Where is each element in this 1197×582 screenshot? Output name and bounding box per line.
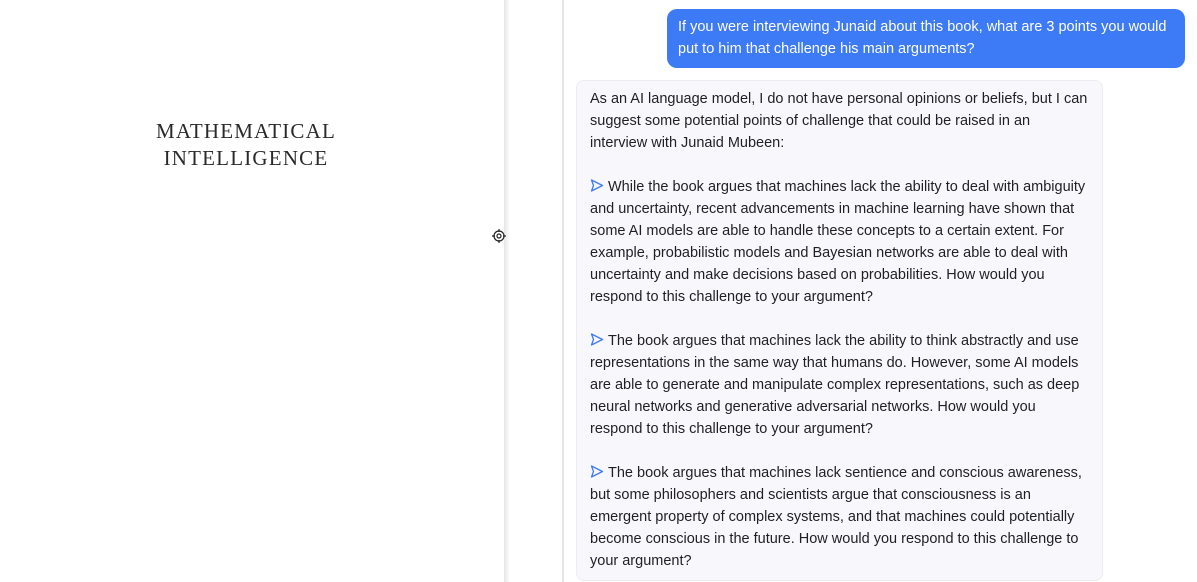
send-arrow-icon — [590, 179, 604, 192]
point-3-text: The book argues that machines lack sentience and conscious awareness, but some philosophers and scientists argue that consciousness is an emergent property of complex systems, and that machines could potentially become conscious in the future. How would you respond to this challenge to your argument? — [590, 465, 1082, 569]
book-title-line-1: MATHEMATICAL — [155, 119, 337, 143]
crosshair-target-icon[interactable] — [492, 229, 506, 243]
assistant-message — [576, 80, 1103, 581]
point-2-text: The book argues that machines lack the ability to think abstractly and use representations in the same way that humans do. However, some AI models are able to generate and manipulate complex representations, such as deep neural networks and generative adversarial networks. How would you respond to this challenge to your argument? — [590, 333, 1080, 437]
document-viewer[interactable] — [0, 0, 504, 582]
pane-gutter — [510, 0, 562, 582]
book-title-line-2: INTELLIGENCE — [163, 146, 329, 170]
chat-panel — [564, 0, 1197, 582]
assistant-point-3 — [590, 462, 1090, 572]
send-arrow-icon — [590, 333, 604, 346]
user-message: If you were interviewing Junaid about this book, what are 3 points you would put to him that challenge his main arguments? — [667, 9, 1185, 68]
assistant-point-2 — [590, 330, 1090, 440]
point-1-text: While the book argues that machines lack the ability to deal with ambiguity and uncertainty, recent advancements in machine learning have shown that some AI models are able to handle these concepts to a certain extent. For example, probabilistic models and Bayesian networks are able to deal with uncertainty and make decisions based on probabilities. How would you respond to this challenge to your argument? — [590, 179, 1086, 305]
book-title — [120, 118, 372, 172]
assistant-intro: As an AI language model, I do not have personal opinions or beliefs, but I can suggest some potential points of challenge that could be raised in an interview with Junaid Mubeen: — [590, 91, 1088, 151]
assistant-point-1 — [590, 176, 1090, 308]
send-arrow-icon — [590, 465, 604, 478]
